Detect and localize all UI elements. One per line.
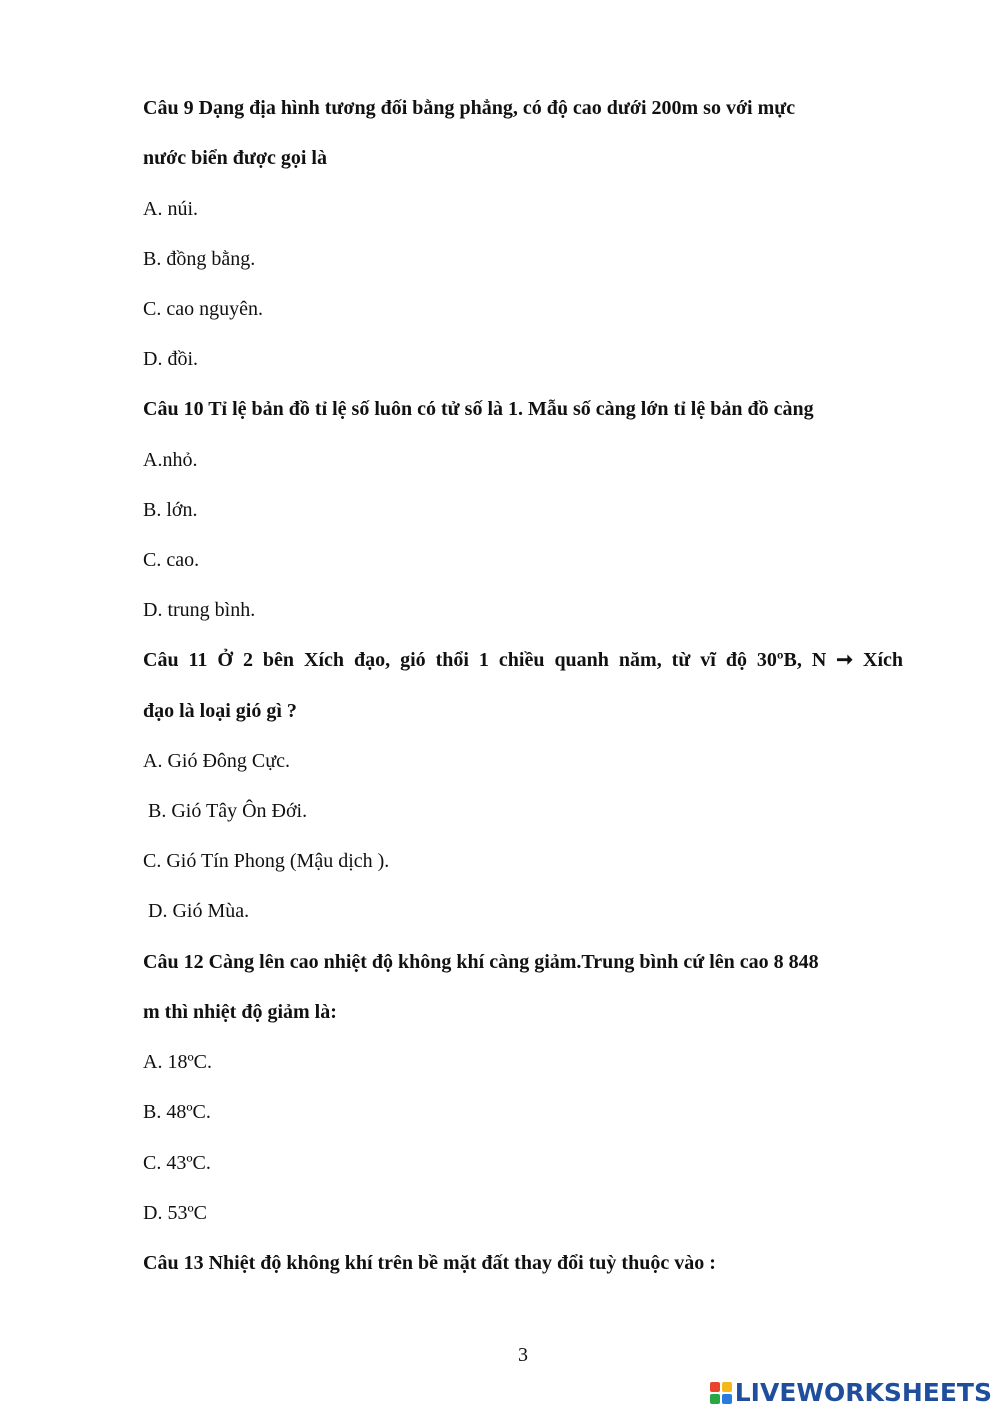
question-9-option-a: A. núi. [143, 198, 198, 220]
liveworksheets-logo-icon [710, 1382, 732, 1404]
question-11-option-d: D. Gió Mùa. [143, 900, 250, 922]
brand-name: LIVEWORKSHEETS [734, 1378, 992, 1407]
question-10-stem-line-1: Câu 10 Tỉ lệ bản đồ tỉ lệ số luôn có tử số là 1. Mẫu số càng lớn tỉ lệ bản đồ càng [143, 398, 814, 420]
page-number: 3 [518, 1344, 528, 1366]
question-10-option-b: B. lớn. [143, 499, 198, 521]
brand-watermark [710, 1378, 992, 1408]
question-9-option-d: D. đồi. [143, 348, 198, 370]
logo-tile-1 [710, 1382, 720, 1392]
question-9-stem-line-1: Câu 9 Dạng địa hình tương đối bằng phẳng, có độ cao dưới 200m so với mực [143, 97, 796, 119]
question-11-option-a: A. Gió Đông Cực. [143, 750, 290, 772]
question-13-stem-line-1: Câu 13 Nhiệt độ không khí trên bề mặt đất thay đổi tuỳ thuộc vào : [143, 1252, 716, 1274]
question-9-stem-line-2: nước biển được gọi là [143, 147, 327, 169]
question-9-option-c: C. cao nguyên. [143, 298, 263, 320]
question-9-option-b: B. đồng bằng. [143, 248, 256, 270]
question-11-option-c: C. Gió Tín Phong (Mậu dịch ). [143, 850, 390, 872]
question-10-option-a: A.nhỏ. [143, 449, 198, 471]
logo-tile-4 [722, 1394, 732, 1404]
question-12-option-d: D. 53ºC [143, 1202, 207, 1224]
question-11-option-b: B. Gió Tây Ôn Đới. [143, 800, 308, 822]
question-12-option-a: A. 18ºC. [143, 1051, 212, 1073]
question-11-stem-line-1: Câu 11 Ở 2 bên Xích đạo, gió thổi 1 chiều quanh năm, từ vĩ độ 30ºB, N ➞ Xích [143, 649, 903, 671]
question-12-stem-line-2: m thì nhiệt độ giảm là: [143, 1001, 337, 1023]
question-11-stem-line-2: đạo là loại gió gì ? [143, 700, 297, 722]
question-12-option-c: C. 43ºC. [143, 1152, 211, 1174]
question-10-option-d: D. trung bình. [143, 599, 256, 621]
question-12-stem-line-1: Câu 12 Càng lên cao nhiệt độ không khí càng giảm.Trung bình cứ lên cao 8 848 [143, 951, 819, 973]
question-12-option-b: B. 48ºC. [143, 1101, 211, 1123]
logo-tile-2 [722, 1382, 732, 1392]
logo-tile-3 [710, 1394, 720, 1404]
question-10-option-c: C. cao. [143, 549, 200, 571]
